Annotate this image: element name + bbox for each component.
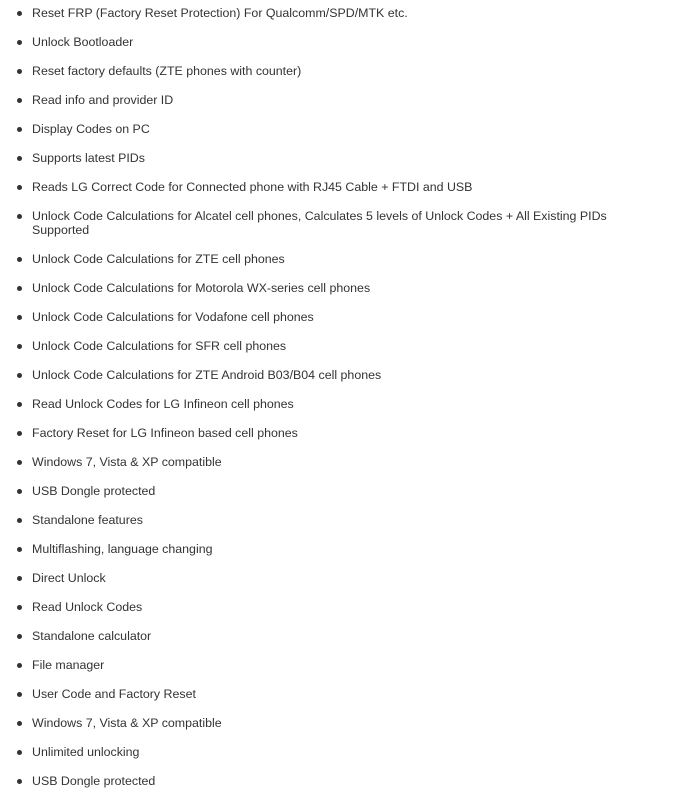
bullet-icon [17, 518, 22, 523]
feature-item-text: Factory Reset for LG Infineon based cell phones [32, 426, 298, 440]
feature-item-text: Unlock Code Calculations for ZTE Android B03/B04 cell phones [32, 368, 382, 382]
bullet-icon [17, 344, 22, 349]
feature-item-text: Standalone calculator [32, 629, 152, 643]
feature-item-text: Reset FRP (Factory Reset Protection) For Qualcomm/SPD/MTK etc. [32, 6, 408, 20]
bullet-icon [17, 257, 22, 262]
feature-item-text: Windows 7, Vista & XP compatible [32, 716, 222, 730]
bullet-icon [17, 286, 22, 291]
feature-item-text: Read Unlock Codes for LG Infineon cell phones [32, 397, 294, 411]
feature-item-text: Display Codes on PC [32, 122, 150, 136]
feature-item-text: Supports latest PIDs [32, 151, 145, 165]
bullet-icon [17, 98, 22, 103]
bullet-icon [17, 605, 22, 610]
feature-item-text: Read info and provider ID [32, 93, 174, 107]
feature-item-text: Standalone features [32, 513, 143, 527]
bullet-icon [17, 779, 22, 784]
feature-item-text: Multiflashing, language changing [32, 542, 213, 556]
bullet-icon [17, 373, 22, 378]
bullet-icon [17, 156, 22, 161]
bullet-icon [17, 402, 22, 407]
bullet-icon [17, 634, 22, 639]
bullet-icon [17, 431, 22, 436]
bullet-icon [17, 692, 22, 697]
feature-item-text: Reads LG Correct Code for Connected phone with RJ45 Cable + FTDI and USB [32, 180, 473, 194]
bullet-icon [17, 721, 22, 726]
feature-item-text: Unlock Code Calculations for Alcatel cell phones, Calculates 5 levels of Unlock Codes + All Existing PIDs Supported [32, 209, 607, 237]
bullet-icon [17, 663, 22, 668]
bullet-icon [17, 547, 22, 552]
feature-item-text: USB Dongle protected [32, 484, 156, 498]
bullet-icon [17, 576, 22, 581]
bullet-icon [17, 315, 22, 320]
feature-item-text: File manager [32, 658, 105, 672]
bullet-icon [17, 69, 22, 74]
feature-item-text: Unlimited unlocking [32, 745, 140, 759]
feature-item-text: Unlock Code Calculations for Vodafone cell phones [32, 310, 314, 324]
bullet-icon [17, 11, 22, 16]
bullet-icon [17, 460, 22, 465]
bullet-icon [17, 489, 22, 494]
feature-item-text: Unlock Code Calculations for ZTE cell phones [32, 252, 285, 266]
feature-item-text: Unlock Bootloader [32, 35, 134, 49]
bullet-icon [17, 40, 22, 45]
bullet-icon [17, 214, 22, 219]
bullet-icon [17, 750, 22, 755]
feature-item-text: Windows 7, Vista & XP compatible [32, 455, 222, 469]
feature-item-text: Unlock Code Calculations for SFR cell phones [32, 339, 287, 353]
feature-item-text: User Code and Factory Reset [32, 687, 196, 701]
feature-item-text: Direct Unlock [32, 571, 106, 585]
feature-item-text: USB Dongle protected [32, 774, 156, 788]
feature-item-text: Reset factory defaults (ZTE phones with counter) [32, 64, 302, 78]
feature-item-text: Read Unlock Codes [32, 600, 143, 614]
feature-item-text: Unlock Code Calculations for Motorola WX-series cell phones [32, 281, 371, 295]
bullet-icon [17, 185, 22, 190]
bullet-icon [17, 127, 22, 132]
